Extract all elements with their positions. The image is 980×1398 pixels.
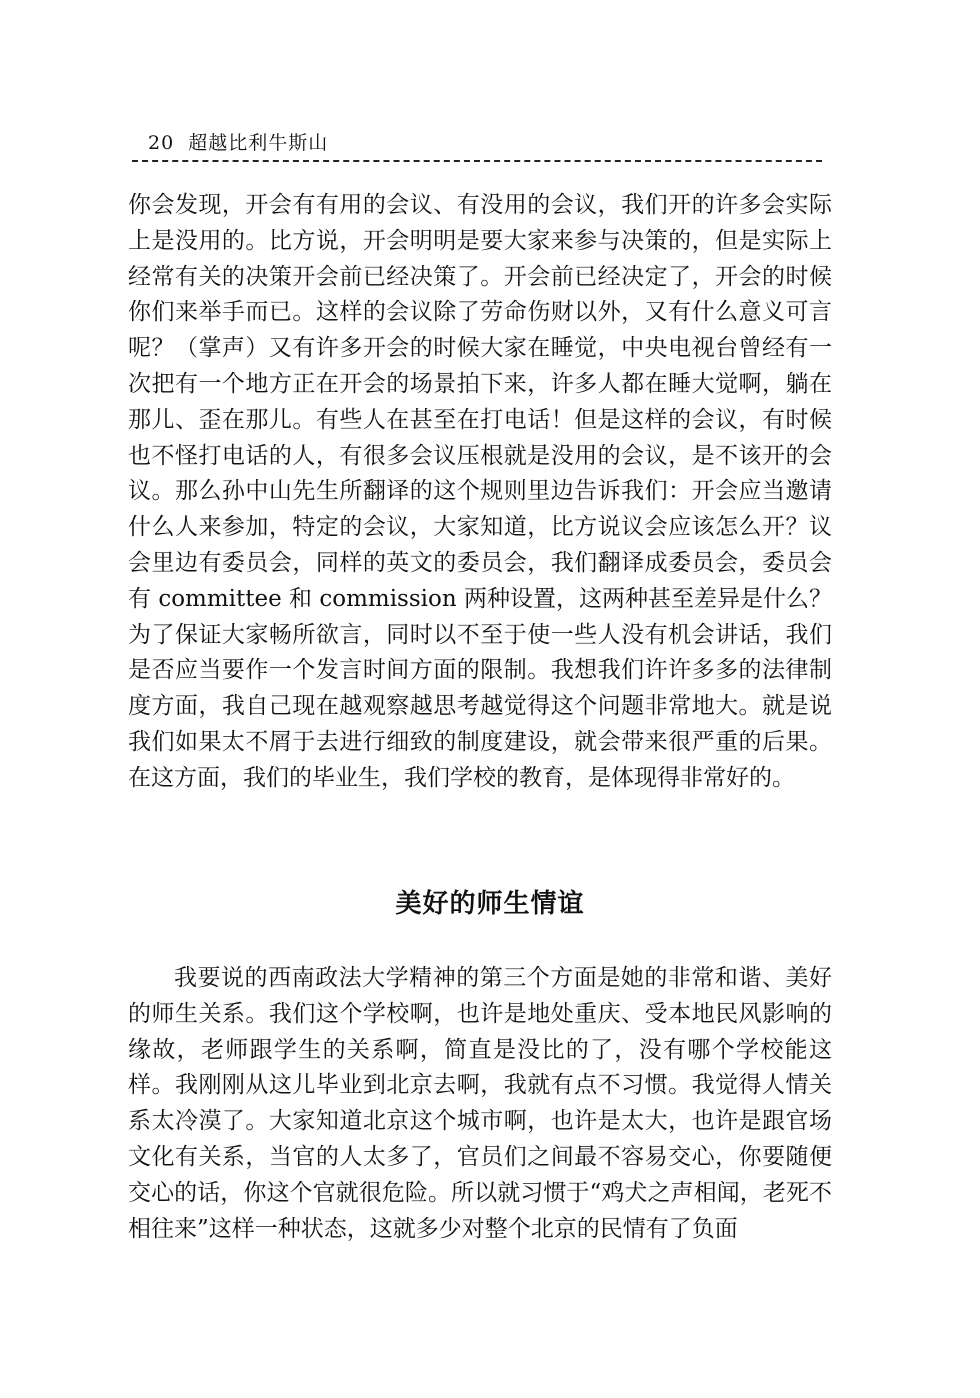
section-heading: 美好的师生情谊 [395, 889, 585, 919]
body-text-top [128, 188, 832, 797]
paragraph-teacher-student: 我要说的西南政法大学精神的第三个方面是她的非常和谐、美好的师生关系。我们这个学校啊，也许是地处重庆、受本地民风影响的缘故，老师跟学生的关系啊，简直是没比的了，没有哪个学校能这样。我刚刚从这儿毕业到北京去啊，我就有点不习惯。我觉得人情关系太冷漠了。大家知道北京这个城市啊，也许是太大，也许是跟官场文化有关系，当官的人太多了，官员们之间最不容易交心，你要随便交心的话，你这个官就很危险。所以就习惯于“鸡犬之声相闻，老死不相往来”这样一种状态，这就多少对整个北京的民情有了负面 [128, 965, 832, 1242]
book-title: 超越比利牛斯山 [188, 132, 329, 154]
header-divider [132, 160, 822, 162]
page-number: 20 [148, 132, 175, 154]
body-text-bottom [128, 961, 832, 1247]
paragraph-meetings: 你会发现，开会有有用的会议、有没用的会议，我们开的许多会实际上是没用的。比方说，开会明明是要大家来参与决策的，但是实际上经常有关的决策开会前已经决策了。开会前已经决定了，开会的时候你们来举手而已。这样的会议除了劳命伤财以外，又有什么意义可言呢？（掌声）又有许多开会的时候大家在睡觉，中央电视台曾经有一次把有一个地方正在开会的场景拍下来，许多人都在睡大觉啊，躺在那儿、歪在那儿。有些人在甚至在打电话！但是这样的会议，有时候也不怪打电话的人，有很多会议压根就是没用的会议，是不该开的会议。那么孙中山先生所翻译的这个规则里边告诉我们：开会应当邀请什么人来参加，特定的会议，大家知道，比方说议会应该怎么开？议会里边有委员会，同样的英文的委员会，我们翻译成委员会，委员会有 committee 和 commission 两种设置，这两种甚至差异是什么？为了保证大家畅所欲言，同时以不至于使一些人没有机会讲话，我们是否应当要作一个发言时间方面的限制。我想我们许许多多的法律制度方面，我自己现在越观察越思考越觉得这个问题非常地大。就是说我们如果太不屑于去进行细致的制度建设，就会带来很严重的后果。在这方面，我们的毕业生，我们学校的教育，是体现得非常好的。 [128, 192, 832, 791]
running-header [148, 128, 328, 155]
